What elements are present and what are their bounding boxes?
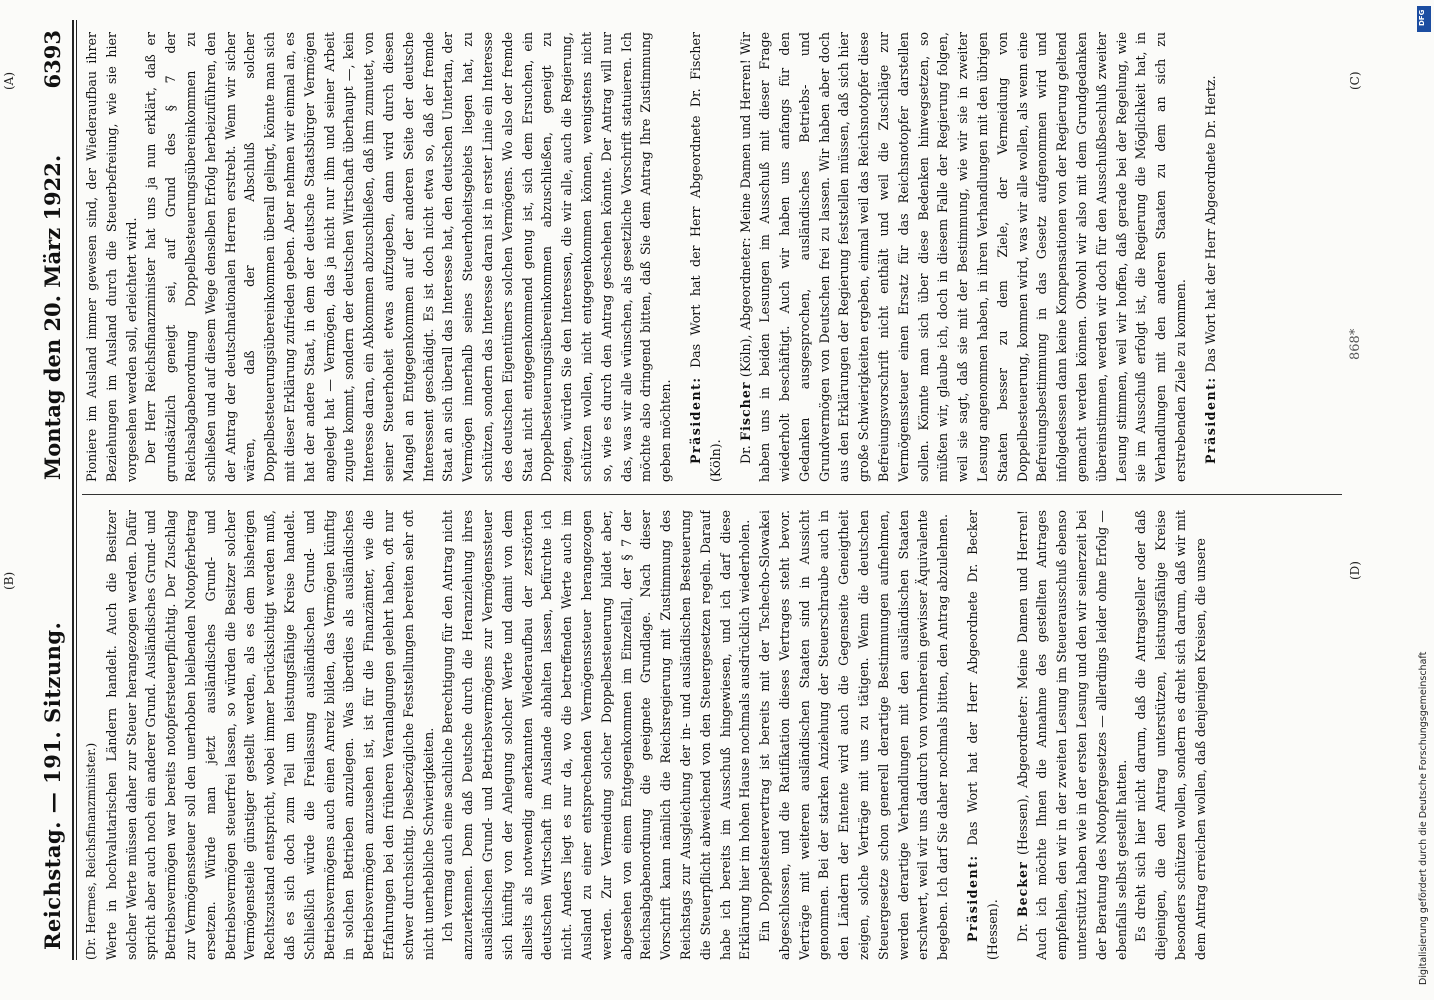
president-label: Präsident: xyxy=(965,854,981,942)
right-column xyxy=(82,32,1342,482)
president-label: Präsident: xyxy=(1202,376,1218,464)
left-paragraph-1: Werte in hochvalutarischen Ländern handelt. Auch die Besitzer solcher Werte müssen daher zur Steuer herangezogen werden. Dafür spricht aber auch noch ein anderer Grund. Ausländisches Grund- und Betriebsvermögen war bereits notopfersteuerpflichtig. Der Zuschlag zur Vermögenssteuer soll den unerhoben bleibenden Notopferbetrag ersetzen. Würde man jetzt ausländisches Grund- und Betriebsvermögen steuerfrei lassen, so würden die Besitzer solcher Vermögensteile günstiger gestellt werden, als es dem bisherigen Rechtszustand entspricht, wobei immer berücksichtigt werden muß, daß es sich doch zum Teil um leistungsfähige Kreise handelt. Schließlich würde die Freilassung ausländischen Grund- und Betriebsvermögens auch einen Anreiz bilden, das Vermögen künftig in solchen Betrieben anzulegen. Was überdies als ausländisches Betriebsvermögen anzusehen ist, ist für die Finanzämter, wie die Erfahrungen bei den früheren Veranlagungen gelehrt haben, oft nur schwer durchsichtig. Diesbezügliche Feststellungen bereiten sehr oft nicht unerhebliche Schwierigkeiten. xyxy=(103,510,436,960)
column-separator xyxy=(82,494,1342,495)
header-page-number: 6393 xyxy=(40,30,65,89)
president-statement-2 xyxy=(686,32,726,482)
header-rule-thin xyxy=(76,20,77,960)
president-text: Das Wort hat der Herr Abgeordnete Dr. Fischer (Köln). xyxy=(687,32,723,482)
president-statement-1 xyxy=(963,510,1003,960)
page-mark: 868* xyxy=(1348,328,1363,360)
margin-marker-b: (B) xyxy=(2,571,16,590)
left-paragraph-5: Es dreht sich hier nicht darum, daß die Antragsteller oder daß diejenigen, die den Antrag unterstützen, leistungsfähige Kreise besonders schützen wollen, sondern es dreht sich darum, daß wir mit dem Antrag erreichen wollen, daß denjenigen Kreisen, die unsere xyxy=(1133,510,1208,960)
speech-fischer xyxy=(736,32,1191,482)
dfg-sidebar xyxy=(1414,0,1434,1000)
speech-becker xyxy=(1013,510,1132,960)
margin-marker-d: (D) xyxy=(1348,561,1362,580)
header-rule xyxy=(72,20,74,960)
speaker-title: Dr. xyxy=(1014,923,1030,942)
president-text: Das Wort hat der Herr Abgeordnete Dr. Becker (Hessen). xyxy=(965,510,1000,960)
president-label: Präsident: xyxy=(687,376,703,464)
page-header xyxy=(30,20,70,960)
right-paragraph-1: Pioniere im Ausland immer gewesen sind, der Wiederaufbau ihrer Beziehungen im Ausland durch die Steuerbefreiung, wie sie hier vorgesehen werden soll, erleichtert wird. xyxy=(84,32,139,482)
dfg-funding-note: Digitalisierung gefördert durch die Deutsche Forschungsgemeinschaft xyxy=(1418,651,1429,985)
speech-text: (Hessen), Abgeordneter: Meine Damen und Herren! Auch ich möchte Ihnen die Annahme des gestellten Antrages empfehlen, den wir in der zweiten Lesung im Steuerausschuß ebenso unterstützt haben wie in der ersten Lesung und den wir seinerzeit bei der Beratung des Notopfergesetzes — allerdings leider ohne Erfolg — ebenfalls selbst gestellt hatten. xyxy=(1014,510,1129,960)
president-text: Das Wort hat der Herr Abgeordnete Dr. Hertz. xyxy=(1202,75,1218,373)
rotated-page-content xyxy=(2,20,1370,960)
speaker-name: Becker xyxy=(1014,861,1030,917)
president-statement-3 xyxy=(1201,32,1221,482)
left-paragraph-2: Ich vermag auch eine sachliche Berechtigung für den Antrag nicht anzuerkennen. Denn daß Deutsche durch die Heranziehung ihres ausländischen Grund- und Betriebsvermögens zur Vermögenssteuer sich künftig von der Anlegung solcher Werte und damit von dem allseits als notwendig anerkannten Wiederaufbau der zerstörten deutschen Wirtschaft im Auslande abhalten lassen, befürchte ich nicht. Anders liegt es nur da, wo die betreffenden Werte auch im Ausland zu einer entsprechenden Vermögenssteuer herangezogen werden. Zur Vermeidung solcher Doppelbesteuerung bildet aber, abgesehen von einem Entgegenkommen im Einzelfall, der § 7 der Reichsabgabenordnung die geeignete Grundlage. Nach dieser Vorschrift kann nämlich die Reichsregierung mit Zustimmung des Reichstags zur Ausgleichung der in- und ausländischen Besteuerung die Steuerpflicht abweichend von den Steuergesetzen regeln. Darauf habe ich bereits im Ausschuß hingewiesen, und ich darf diese Erklärung hier im hohen Hause nochmals ausdrücklich wiederholen. xyxy=(440,510,753,960)
dfg-logo-icon: DFG xyxy=(1417,6,1431,32)
left-paragraph-3: Ein Doppelsteuervertrag ist bereits mit der Tschecho-Slowakei abgeschlossen, und die Ratifikation dieses Vertrages steht bevor. Verträge mit weiteren ausländischen Staaten sind in Aussicht genommen. Bei der starken Anziehung der Steuerschraube auch in den Ländern der Entente wird auch die Gegenseite Geneigtheit zeigen, solche Verträge mit uns zu tätigen. Wenn die deutschen Steuergesetze schon generell derartige Bestimmungen aufnehmen, werden derartige Verhandlungen mit den ausländischen Staaten erschwert, weil wir uns dadurch von vornherein gewisser Äquivalente begeben. Ich darf Sie daher nochmals bitten, den Antrag abzulehnen. xyxy=(757,510,951,960)
speaker-name: Fischer xyxy=(737,381,753,441)
left-column xyxy=(82,510,1342,960)
margin-marker-c: (C) xyxy=(1348,71,1362,90)
speaker-reference: (Dr. Hermes, Reichsfinanzminister.) xyxy=(84,742,98,960)
margin-marker-a: (A) xyxy=(2,71,16,90)
right-paragraph-2: Der Herr Reichsfinanzminister hat uns ja nun erklärt, daß er grundsätzlich geneigt sei, auf Grund des § 7 der Reichsabgabenordnung Doppelbesteuerungsübereinkommen zu schließen und auf diesem Wege denselben Erfolg herbeizuführen, den der Antrag der deutschnationalen Herren erstrebt. Wenn wir sicher wären, daß der Abschluß solcher Doppelbesteuerungsübereinkommen überall gelingt, könnte man sich mit dieser Erklärung zufrieden geben. Aber nehmen wir einmal an, es hat der andere Staat, in dem der deutsche Staatsbürger Vermögen angelegt hat — Vermögen, das ja nicht nur ihm und seiner Arbeit zugute kommt, sondern der deutschen Wirtschaft überhaupt —, kein Interesse daran, ein Abkommen abzuschließen, daß ihm zumutet, von seiner Steuerhoheit etwas aufzugeben, dann wird durch diesen Mangel an Entgegenkommen auf der anderen Seite der deutsche Interessent geschädigt. Es ist doch nicht etwa so, daß der fremde Staat an sich überall das Interesse hat, den deutschen Untertan, der Vermögen innerhalb seines Steuerhoheitsgebiets liegen hat, zu schützen, sondern das Interesse daran ist in erster Linie ein Interesse des deutschen Eigentümers solchen Vermögens. Wo also der fremde Staat nicht entgegenkommend genug ist, sich dem Ersuchen, ein Doppelbesteuerungsübereinkommen abzuschließen, geneigt zu zeigen, würden Sie den Interessen, die wir alle, auch die Regierung, schützen wollen, nicht entgegenkommen können, wenigstens nicht so, wie es durch den Antrag geschehen könnte. Der Antrag will nur das, was wir alle wünschen, als gesetzliche Vorschrift statuieren. Ich möchte also dringend bitten, daß Sie dem Antrag Ihre Zustimmung geben möchten. xyxy=(143,32,674,482)
header-date: Montag den 20. März 1922. xyxy=(40,154,65,480)
speech-text: (Köln), Abgeordneter: Meine Damen und Herren! Wir haben uns in beiden Lesungen im Ausschuß mit dieser Frage wiederholt beschäftigt. Auch wir haben uns anfangs für den Gedanken ausgesprochen, ausländisches Betriebs- und Grundvermögen von Deutschen frei zu lassen. Wir haben aber doch aus den Erklärungen der Regierung feststellen müssen, daß sich hier große Schwierigkeiten ergeben, einmal weil das Reichsnotopfer diese Befreiungsvorschrift nicht enthält und weil die Zuschläge zur Vermögenssteuer einen Ersatz für das Reichsnotopfer darstellen sollen. Könnte man sich über diese Bedenken hinwegsetzen, so müßten wir, glaube ich, doch in diesem Falle der Regierung folgen, weil sie sagt, daß sie mit der Bestimmung, wie wir sie in zweiter Lesung angenommen haben, in ihren Verhandlungen mit den übrigen Staaten besser zu dem Ziele, der Vermeidung von Doppelbesteuerung, kommen wird, was wir alle wollen, als wenn eine Befreiungsbestimmung in das Gesetz aufgenommen wird und infolgedessen dann keine Kompensationen von der Regierung geltend gemacht werden können. Obwohl wir also mit dem Grundgedanken übereinstimmen, werden wir doch für den Ausschußbeschluß zweiter Lesung stimmen, weil wir hoffen, daß gerade bei der Regelung, wie sie im Ausschuß erfolgt ist, die Regierung die Möglichkeit hat, in Verhandlungen mit den anderen Staaten zu dem an sich zu erstrebenden Ziele zu kommen. xyxy=(737,32,1189,482)
header-left-title: Reichstag. — 191. Sitzung. xyxy=(40,621,65,950)
speaker-title: Dr. xyxy=(737,445,753,464)
